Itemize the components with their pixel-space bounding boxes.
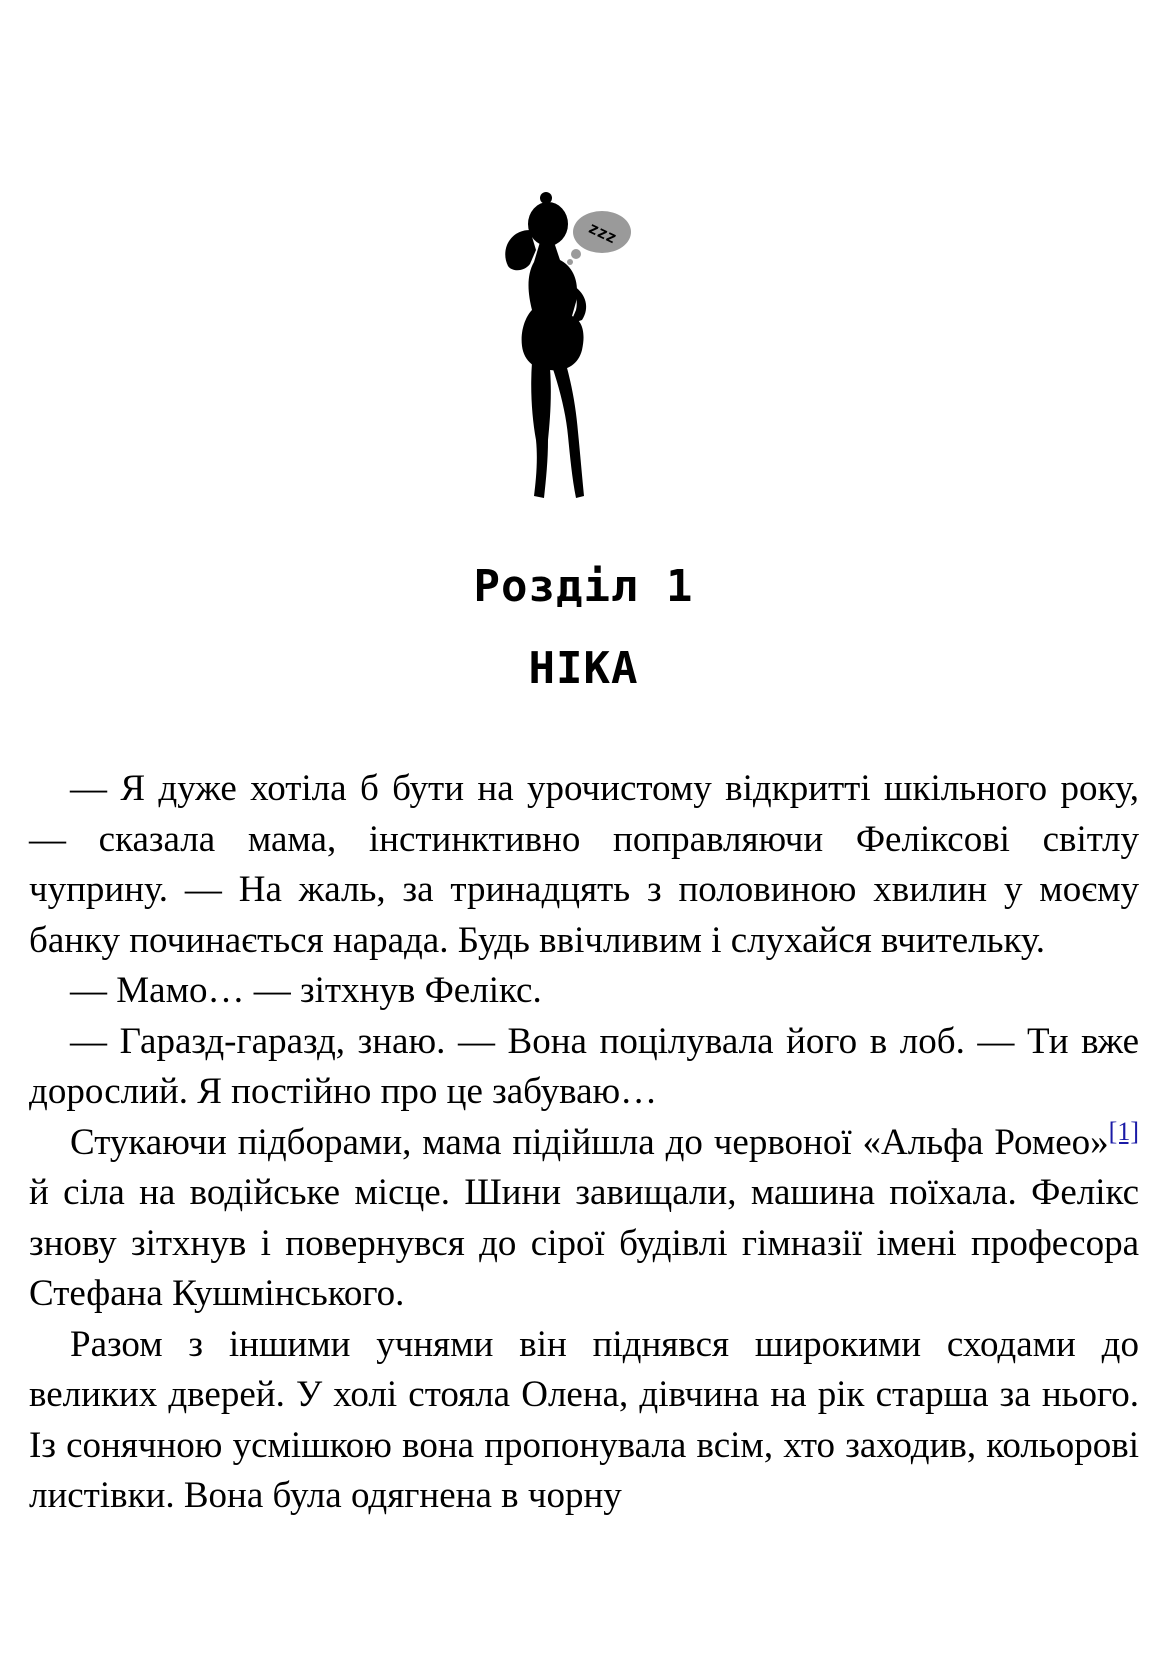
thought-bubble-text: zzz	[585, 217, 620, 248]
paragraph-text: й сіла на водійське місце. Шини завищали, машина поїхала. Фелікс знову зітхнув і повернувся до сірої будівлі гімназії імені професора Стефана Кушмінського.	[29, 1172, 1139, 1314]
paragraph: — Мамо… — зітхнув Фелікс.	[70, 970, 542, 1011]
chapter-number: Розділ 1	[473, 561, 694, 612]
paragraph-alfa-romeo	[29, 1118, 1139, 1320]
paragraph: — Я дуже хотіла б бути на урочистому відкритті шкільного року, — сказала мама, інстинктивно поправляючи Феліксові світлу чуприну. — На жаль, за тринадцять з половиною хвилин у моєму банку починається нарада. Будь ввічливим і слухайся вчительку.	[29, 768, 1139, 961]
chapter-title: НІКА	[528, 643, 639, 694]
sleepy-girl-silhouette-icon	[490, 190, 680, 502]
chapter-body	[29, 764, 1139, 1522]
paragraph: — Гаразд-гаразд, знаю. — Вона поцілувала його в лоб. — Ти вже дорослий. Я постійно про це забуваю…	[29, 1020, 1139, 1112]
girl-silhouette	[505, 192, 586, 498]
paragraph: Разом з іншими учнями він піднявся широкими сходами до великих дверей. У холі стояла Олена, дівчина на рік старша за нього. Із сонячною усмішкою вона пропонувала всім, хто заходив, кольорові листівки. Вона була одягнена в чорну	[29, 1323, 1139, 1516]
footnote-link[interactable]: [1]	[1108, 1116, 1139, 1146]
thought-bubble	[567, 211, 631, 265]
paragraph-text: Стукаючи підборами, мама підійшла до червоної «Альфа Ромео»	[70, 1121, 1109, 1163]
